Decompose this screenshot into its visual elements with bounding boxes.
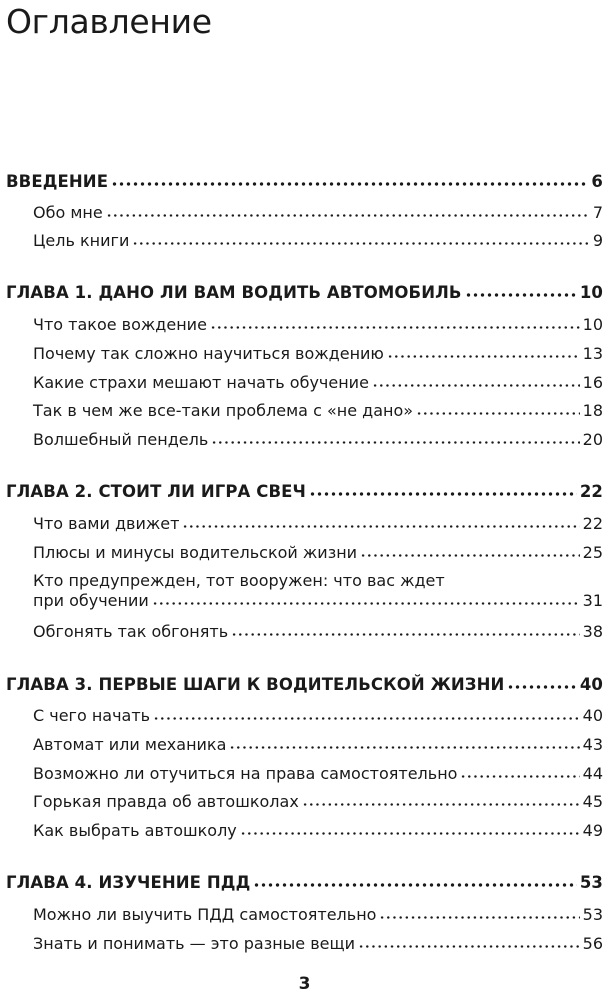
toc-entry-page: 44 xyxy=(582,764,603,783)
toc-entry-title: Цель книги xyxy=(33,231,130,250)
toc-entry-page: 10 xyxy=(582,315,603,334)
toc-entry-page: 38 xyxy=(582,622,603,641)
toc-entry-page: 9 xyxy=(592,231,603,250)
toc-entry-page: 16 xyxy=(582,373,603,392)
toc-entry-title: Почему так сложно научиться вождению xyxy=(33,344,384,363)
toc-entry-second-line xyxy=(33,591,603,611)
toc-entry-page: 40 xyxy=(582,706,603,725)
dot-leader xyxy=(210,326,580,329)
toc-entry-title: Что такое вождение xyxy=(33,315,207,334)
toc-entry-page: 45 xyxy=(582,792,603,811)
dot-leader xyxy=(379,916,579,919)
dot-leader xyxy=(416,412,580,415)
toc-entry-title: Как выбрать автошколу xyxy=(33,821,237,840)
toc-entry[interactable] xyxy=(0,571,609,611)
dot-leader xyxy=(253,883,576,887)
toc-chapter-3[interactable] xyxy=(0,675,609,695)
toc-entry-page: 7 xyxy=(592,203,603,222)
toc-entry-page: 31 xyxy=(582,591,603,610)
toc-entry-page: 53 xyxy=(579,873,603,892)
toc-entry[interactable] xyxy=(0,735,609,755)
toc-entry-title: ГЛАВА 1. ДАНО ЛИ ВАМ ВОДИТЬ АВТОМОБИЛЬ xyxy=(6,283,462,302)
dot-leader xyxy=(460,775,579,778)
toc-entry-page: 20 xyxy=(582,430,603,449)
page-number: 3 xyxy=(298,974,311,994)
toc-entry[interactable] xyxy=(0,622,609,642)
toc-entry-page: 22 xyxy=(582,514,603,533)
toc-entry-page: 43 xyxy=(582,735,603,754)
toc-entry[interactable] xyxy=(0,203,609,223)
toc-entry[interactable] xyxy=(0,934,609,954)
toc-entry[interactable] xyxy=(0,792,609,812)
page-title: Оглавление xyxy=(6,2,212,41)
toc-entry[interactable] xyxy=(0,401,609,421)
dot-leader xyxy=(106,214,590,217)
dot-leader xyxy=(309,492,577,496)
toc-entry[interactable] xyxy=(0,764,609,784)
toc-entry-title: Возможно ли отучиться на права самостоятельно xyxy=(33,764,458,783)
toc-entry-page: 10 xyxy=(579,283,603,302)
toc-entry-page: 49 xyxy=(582,821,603,840)
toc-chapter-2[interactable] xyxy=(0,482,609,502)
dot-leader xyxy=(211,441,579,444)
toc-entry[interactable] xyxy=(0,821,609,841)
dot-leader xyxy=(372,384,580,387)
toc-entry-title: Плюсы и минусы водительской жизни xyxy=(33,543,358,562)
toc-entry-page: 56 xyxy=(582,934,603,953)
toc-entry[interactable] xyxy=(0,905,609,925)
toc-entry[interactable] xyxy=(0,514,609,534)
dot-leader xyxy=(231,633,580,636)
dot-leader xyxy=(302,803,580,806)
toc-entry-title: Автомат или механика xyxy=(33,735,227,754)
dot-leader xyxy=(240,832,580,835)
toc-entry-title: Кто предупрежден, тот вооружен: что вас ждет xyxy=(33,571,445,590)
toc-entry-title: Знать и понимать — это разные вещи xyxy=(33,934,355,953)
toc-entry-title: Что вами движет xyxy=(33,514,180,533)
toc-entry-title: ГЛАВА 3. ПЕРВЫЕ ШАГИ К ВОДИТЕЛЬСКОЙ ЖИЗНИ xyxy=(6,675,505,694)
dot-leader xyxy=(465,293,577,297)
toc-entry-title: Какие страхи мешают начать обучение xyxy=(33,373,369,392)
toc-entry[interactable] xyxy=(0,344,609,364)
toc-entry[interactable] xyxy=(0,706,609,726)
toc-entry-title: ВВЕДЕНИЕ xyxy=(6,172,109,191)
toc-entry-title: Горькая правда об автошколах xyxy=(33,792,299,811)
toc-entry-title: Обгонять так обгонять xyxy=(33,622,229,641)
toc-entry-page: 22 xyxy=(579,482,603,501)
toc-entry-title: Можно ли выучить ПДД самостоятельно xyxy=(33,905,377,924)
dot-leader xyxy=(387,355,580,358)
dot-leader xyxy=(182,525,579,528)
dot-leader xyxy=(360,554,580,557)
toc-entry-page: 25 xyxy=(582,543,603,562)
toc-entry[interactable] xyxy=(0,373,609,393)
toc-entry[interactable] xyxy=(0,315,609,335)
toc-entry-title-continued: при обучении xyxy=(33,591,149,610)
dot-leader xyxy=(153,717,580,720)
dot-leader xyxy=(152,602,580,605)
toc-entry-page: 13 xyxy=(582,344,603,363)
toc-chapter-4[interactable] xyxy=(0,873,609,893)
toc-entry-title: ГЛАВА 4. ИЗУЧЕНИЕ ПДД xyxy=(6,873,251,892)
dot-leader xyxy=(229,746,579,749)
toc-entry-title: Обо мне xyxy=(33,203,103,222)
dot-leader xyxy=(358,945,580,948)
dot-leader xyxy=(111,182,588,186)
toc-entry-page: 53 xyxy=(582,905,603,924)
toc-entry-title: Волшебный пендель xyxy=(33,430,209,449)
toc-entry[interactable] xyxy=(0,231,609,251)
toc-entry-title: ГЛАВА 2. СТОИТ ЛИ ИГРА СВЕЧ xyxy=(6,482,306,501)
toc-chapter-introduction[interactable] xyxy=(0,172,609,192)
toc-entry[interactable] xyxy=(0,543,609,563)
toc-entry-page: 18 xyxy=(582,401,603,420)
toc-entry[interactable] xyxy=(0,430,609,450)
dot-leader xyxy=(507,685,576,689)
toc-entry-title: Так в чем же все-таки проблема с «не дано» xyxy=(33,401,414,420)
toc-entry-page: 40 xyxy=(579,675,603,694)
toc-entry-page: 6 xyxy=(591,172,603,191)
toc-entry-title: С чего начать xyxy=(33,706,151,725)
toc-chapter-1[interactable] xyxy=(0,283,609,303)
dot-leader xyxy=(132,242,589,245)
